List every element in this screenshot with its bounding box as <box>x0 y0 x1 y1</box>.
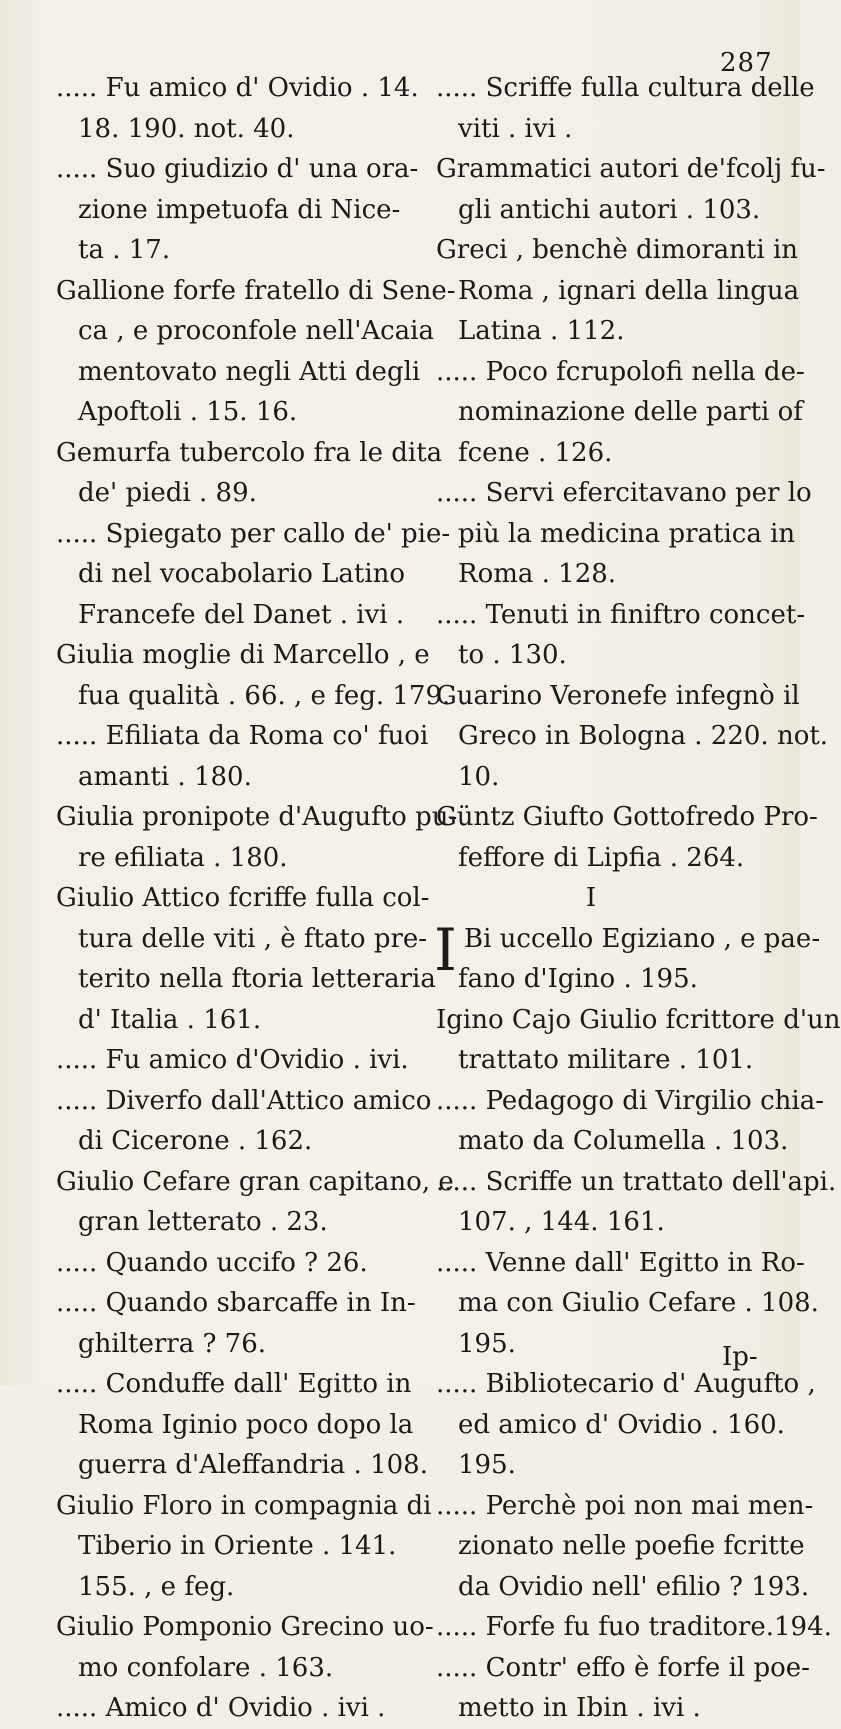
index-line: fano d'Igino . 195. <box>458 964 698 994</box>
index-line: ..... Pedagogo di Virgilio chia- <box>436 1085 825 1116</box>
index-line: zionato nelle poefie fcritte <box>458 1531 805 1561</box>
index-line: to . 130. <box>458 640 567 670</box>
index-line: ..... Servi efercitavano per lo <box>436 478 812 508</box>
index-line: trattato militare . 101. <box>458 1045 754 1075</box>
index-line: fcene . 126. <box>458 437 613 468</box>
index-line: guerra d'Aleffandria . 108. <box>78 1450 428 1480</box>
index-line: ca , e proconfole nell'Acaia <box>78 316 435 346</box>
index-line: ..... Spiegato per callo de' pie- <box>56 518 451 549</box>
index-line: Giulio Pomponio Grecino uo- <box>56 1612 434 1642</box>
index-line: Giulia pronipote d'Augufto pu- <box>56 802 458 832</box>
index-line: ..... Fu amico d' Ovidio . 14. <box>56 73 419 103</box>
index-line: Giulio Attico fcriffe fulla col- <box>56 883 430 913</box>
index-line: ..... Fu amico d'Ovidio . ivi. <box>56 1045 409 1075</box>
index-line: tura delle viti , è ftato pre- <box>78 923 428 954</box>
index-line: Güntz Giufto Gottofredo Pro- <box>436 802 818 832</box>
index-line: 195. <box>458 1450 516 1480</box>
index-line: viti . ivi . <box>458 113 573 144</box>
index-line: gran letterato . 23. <box>78 1207 328 1237</box>
index-line: Tiberio in Oriente . 141. <box>78 1531 397 1561</box>
index-line: Roma Iginio poco dopo la <box>78 1409 414 1440</box>
index-line: feffore di Lipfia . 264. <box>458 842 745 873</box>
index-line: di Cicerone . 162. <box>78 1126 313 1156</box>
index-line: ..... Venne dall' Egitto in Ro- <box>436 1247 805 1278</box>
index-line: mato da Columella . 103. <box>458 1126 789 1156</box>
index-line: Francefe del Danet . ivi . <box>78 599 405 630</box>
index-line: mentovato negli Atti degli <box>78 356 421 387</box>
index-line: ..... Conduffe dall' Egitto in <box>56 1369 412 1399</box>
index-line: da Ovidio nell' efilio ? 193. <box>458 1571 810 1602</box>
index-line: ..... Efiliata da Roma co' fuoi <box>56 721 429 751</box>
index-line: 10. <box>458 761 500 792</box>
index-line: Giulia moglie di Marcello , e <box>56 640 430 670</box>
index-line: ..... Poco fcrupolofi nella de- <box>436 356 805 387</box>
index-line: Giulio Cefare gran capitano, e <box>56 1166 454 1197</box>
index-line: Gemurfa tubercolo fra le dita <box>56 437 443 468</box>
index-line: zione impetuofa di Nice- <box>78 194 401 225</box>
index-line: gli antichi autori . 103. <box>458 194 761 225</box>
index-line: 155. , e feg. <box>78 1571 235 1602</box>
index-line: Apoftoli . 15. 16. <box>78 397 298 427</box>
index-column-right <box>434 68 841 1729</box>
drop-cap: I <box>434 915 457 984</box>
index-line: Greco in Bologna . 220. not. <box>458 721 829 751</box>
index-line: ..... Contr' effo è forfe il poe- <box>436 1652 810 1683</box>
index-line: metto in Ibin . ivi . <box>458 1693 701 1723</box>
index-line: amanti . 180. <box>78 761 252 792</box>
index-line: ..... Scriffe un trattato dell'api. <box>436 1166 837 1197</box>
index-line: ta . 17. <box>78 235 171 265</box>
index-line: Roma . 128. <box>458 559 617 589</box>
index-line: ..... Quando sbarcaffe in In- <box>56 1288 416 1318</box>
index-line: ..... Amico d' Ovidio . ivi . <box>56 1693 386 1723</box>
index-line: ..... Suo giudizio d' una ora- <box>56 154 419 184</box>
index-line: I <box>585 883 597 913</box>
index-line: Gallione forfe fratello di Sene- <box>56 275 456 306</box>
index-line: Guarino Veronefe infegnò il <box>436 680 800 711</box>
index-line: ..... Diverfo dall'Attico amico <box>56 1085 432 1116</box>
index-line: d' Italia . 161. <box>78 1004 262 1035</box>
index-line: 18. 190. not. 40. <box>78 113 295 144</box>
index-line: ghilterra ? 76. <box>78 1328 267 1359</box>
page-number: 287 <box>720 48 773 78</box>
index-line: fua qualità . 66. , e feg. 179. <box>78 680 451 711</box>
index-line: 107. , 144. 161. <box>458 1207 665 1237</box>
index-line-text: Bi uccello Egiziano , e pae- <box>464 923 821 954</box>
index-line: più la medicina pratica in <box>458 518 796 549</box>
index-line: ..... Quando uccifo ? 26. <box>56 1247 368 1278</box>
index-line: Giulio Floro in compagnia di <box>56 1490 432 1521</box>
index-line: nominazione delle parti of <box>458 397 803 427</box>
index-line: Greci , benchè dimoranti in <box>436 235 799 265</box>
index-line: Igino Cajo Giulio fcrittore d'un <box>436 1004 841 1035</box>
index-line: Latina . 112. <box>458 316 625 346</box>
catchword: Ip- <box>722 1342 758 1372</box>
index-line: ed amico d' Ovidio . 160. <box>458 1409 785 1440</box>
index-line: 195. <box>458 1328 516 1359</box>
index-line: Grammatici autori de'fcolj fu- <box>436 154 826 184</box>
index-line: Roma , ignari della lingua <box>458 275 800 306</box>
index-line: ..... Bibliotecario d' Augufto , <box>436 1369 816 1399</box>
index-line: ..... Tenuti in finiftro concet- <box>436 599 806 630</box>
index-line: di nel vocabolario Latino <box>78 559 406 589</box>
index-line: ..... Scriffe fulla cultura delle <box>436 73 815 103</box>
index-line: ..... Forfe fu fuo traditore.194. <box>436 1612 832 1642</box>
index-line: re efiliata . 180. <box>78 842 288 873</box>
index-line: ma con Giulio Cefare . 108. <box>458 1288 819 1318</box>
index-column-left <box>56 68 458 1729</box>
index-line: terito nella ftoria letteraria <box>78 964 436 994</box>
index-line: ..... Perchè poi non mai men- <box>436 1490 814 1521</box>
index-line: mo confolare . 163. <box>78 1652 334 1683</box>
index-line: de' piedi . 89. <box>78 478 257 508</box>
